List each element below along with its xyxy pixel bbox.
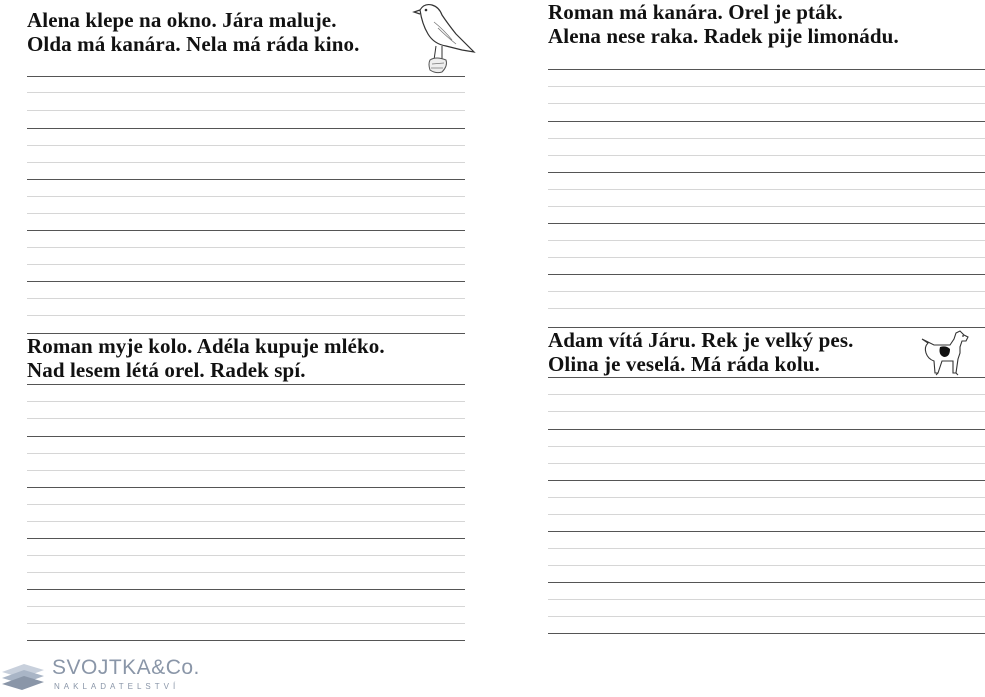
terrier-dog-icon bbox=[920, 329, 972, 384]
sentence-line: Alena klepe na okno. Jára maluje. bbox=[27, 8, 337, 32]
canary-bird-icon bbox=[412, 0, 482, 80]
exercise-panel-3 bbox=[27, 330, 465, 650]
sentence-line: Alena nese raka. Radek pije limonádu. bbox=[548, 24, 899, 48]
publisher-subtitle: NAKLADATELSTVÍ bbox=[54, 682, 180, 691]
sentence-line: Roman myje kolo. Adéla kupuje mléko. bbox=[27, 334, 385, 358]
exercise-text-3 bbox=[27, 334, 385, 382]
book-stack-icon bbox=[0, 656, 46, 697]
sentence-line: Roman má kanára. Orel je pták. bbox=[548, 0, 843, 24]
exercise-panel-4 bbox=[548, 325, 985, 645]
publisher-logo bbox=[0, 652, 200, 694]
sentence-line: Nad lesem létá orel. Radek spí. bbox=[27, 358, 306, 382]
sentence-line: Olda má kanára. Nela má ráda kino. bbox=[27, 32, 360, 56]
publisher-name: SVOJTKA&Co. bbox=[52, 656, 200, 679]
exercise-text-1 bbox=[27, 8, 359, 56]
exercise-text-2 bbox=[548, 0, 899, 48]
exercise-panel-1 bbox=[27, 0, 465, 330]
sentence-line: Olina je veselá. Má ráda kolu. bbox=[548, 352, 820, 376]
exercise-text-4 bbox=[548, 328, 853, 376]
sentence-line: Adam vítá Járu. Rek je velký pes. bbox=[548, 328, 854, 352]
exercise-panel-2 bbox=[548, 0, 985, 330]
